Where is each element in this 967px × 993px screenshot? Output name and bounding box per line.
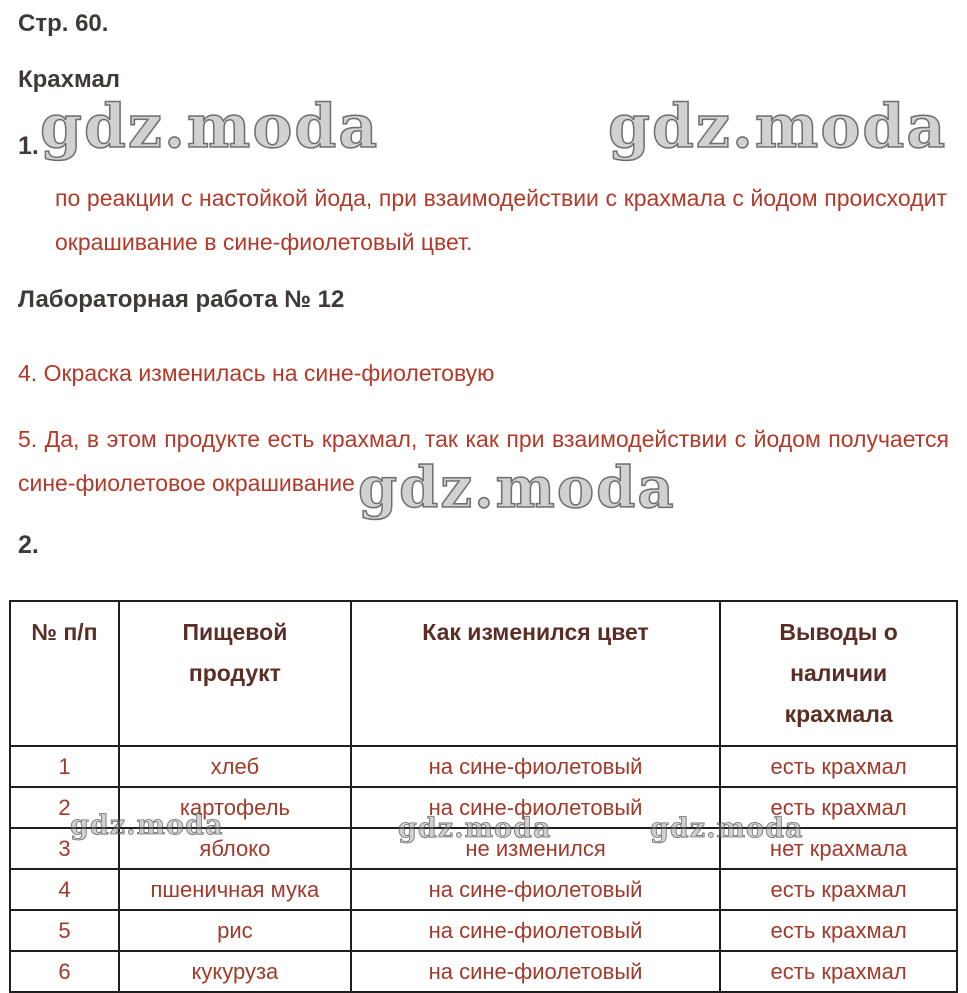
cell-product: пшеничная мука	[119, 869, 351, 910]
cell-color-change: на сине-фиолетовый	[351, 910, 720, 951]
cell-product: рис	[119, 910, 351, 951]
page-label: Стр. 60.	[18, 10, 109, 37]
cell-number: 2	[10, 787, 119, 828]
gdz-moda-watermark: gdz.moda	[70, 810, 224, 841]
header-product: Пищевой продукт	[119, 601, 351, 746]
table-row	[10, 951, 957, 992]
cell-conclusion: есть крахмал	[720, 746, 957, 787]
header-color-change: Как изменился цвет	[351, 601, 720, 746]
header-conclusion: Выводы о наличии крахмала	[720, 601, 957, 746]
gdz-moda-watermark: gdz.moda	[398, 813, 552, 844]
results-table	[9, 600, 958, 993]
gdz-moda-watermark: gdz.moda	[650, 813, 804, 844]
gdz-moda-watermark: gdz.moda	[40, 92, 380, 162]
answer-2-number: 2.	[18, 531, 39, 560]
cell-number: 4	[10, 869, 119, 910]
answer-1-number: 1.	[18, 132, 39, 160]
table-header-row	[10, 601, 957, 746]
cell-color-change: на сине-фиолетовый	[351, 787, 720, 828]
table-row	[10, 828, 957, 869]
doc-title: Крахмал	[18, 66, 121, 93]
cell-number: 5	[10, 910, 119, 951]
cell-product: кукуруза	[119, 951, 351, 992]
cell-product: хлеб	[119, 746, 351, 787]
answer-1-text: по реакции с настойкой йода, при взаимодействии с крахмала с йодом происходит окрашивание в сине-фиолетовый цвет.	[55, 185, 947, 255]
gdz-moda-watermark: gdz.moda	[608, 92, 948, 162]
table-row	[10, 910, 957, 951]
table-row	[10, 869, 957, 910]
cell-product: яблоко	[119, 828, 351, 869]
lab-work-heading: Лабораторная работа № 12	[18, 286, 345, 314]
gdz-moda-watermark: gdz.moda	[358, 455, 676, 521]
answer-5-text: 5. Да, в этом продукте есть крахмал, так как при взаимодействии с йодом получается сине-фиолетовое окрашивание	[18, 426, 949, 496]
table-row	[10, 787, 957, 828]
cell-conclusion: есть крахмал	[720, 910, 957, 951]
cell-conclusion: есть крахмал	[720, 787, 957, 828]
cell-conclusion: есть крахмал	[720, 951, 957, 992]
cell-number: 6	[10, 951, 119, 992]
table-row	[10, 746, 957, 787]
answer-4-text: 4. Окраска изменилась на сине-фиолетовую	[18, 360, 495, 387]
cell-product: картофель	[119, 787, 351, 828]
cell-number: 3	[10, 828, 119, 869]
cell-color-change: на сине-фиолетовый	[351, 746, 720, 787]
cell-color-change: не изменился	[351, 828, 720, 869]
cell-number: 1	[10, 746, 119, 787]
cell-conclusion: есть крахмал	[720, 869, 957, 910]
cell-color-change: на сине-фиолетовый	[351, 869, 720, 910]
header-number: № п/п	[10, 601, 119, 746]
cell-color-change: на сине-фиолетовый	[351, 951, 720, 992]
cell-conclusion: нет крахмала	[720, 828, 957, 869]
